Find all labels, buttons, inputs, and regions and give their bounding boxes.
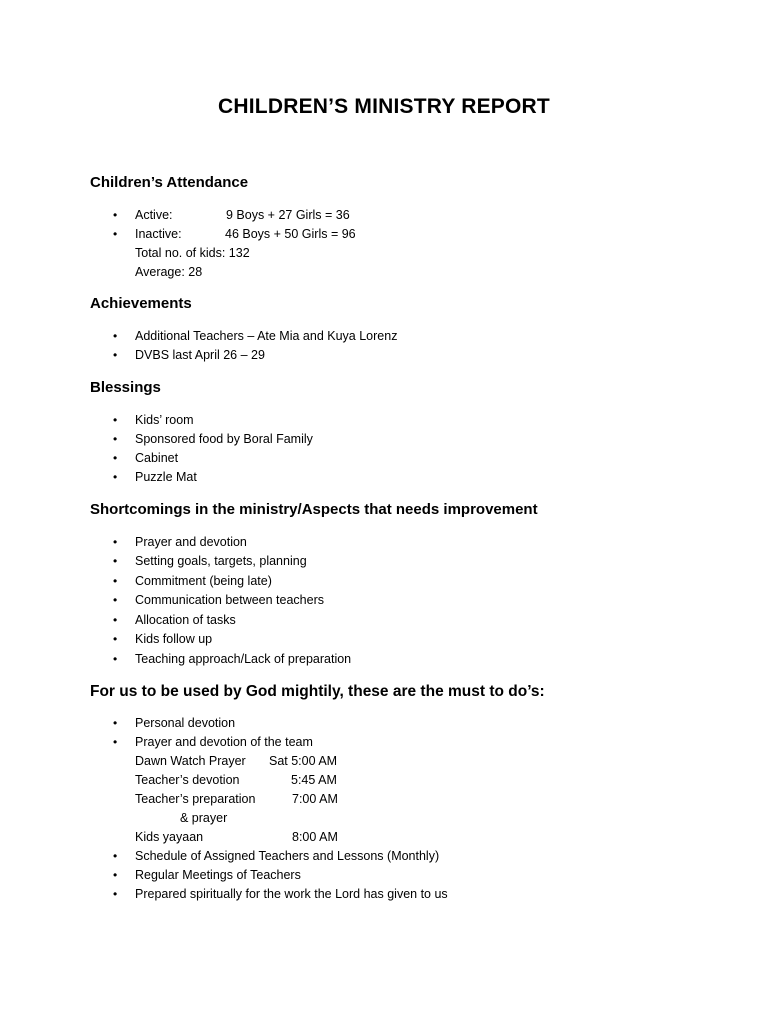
bullet-icon: • (113, 652, 118, 666)
schedule-row (135, 829, 338, 845)
list-item: Additional Teachers – Ate Mia and Kuya Lorenz (135, 329, 398, 343)
bullet-icon: • (113, 535, 118, 549)
bullet-icon: • (113, 432, 118, 446)
schedule-row (135, 772, 337, 788)
bullet-icon: • (113, 470, 118, 484)
schedule-label: Teacher’s devotion (135, 773, 240, 787)
schedule-time: Sat 5:00 AM (269, 754, 338, 768)
bullet-icon: • (113, 208, 118, 222)
schedule-label: Dawn Watch Prayer (135, 754, 246, 768)
list-item: Kids follow up (135, 632, 213, 646)
attendance-heading: Children’s Attendance (90, 174, 249, 191)
bullet-icon: • (113, 451, 118, 465)
list-item: Cabinet (135, 451, 179, 465)
bullet-icon: • (113, 593, 118, 607)
bullet-icon: • (113, 849, 118, 863)
bullet-icon: • (113, 574, 118, 588)
schedule-label: Teacher’s preparation (135, 792, 256, 806)
must-do-heading: For us to be used by God mightily, these are the must to do’s: (90, 683, 545, 700)
shortcomings-heading: Shortcomings in the ministry/Aspects that needs improvement (90, 501, 538, 518)
active-value: 9 Boys + 27 Girls = 36 (226, 208, 350, 222)
attendance-total: Total no. of kids: 132 (135, 246, 250, 260)
schedule-time: 5:45 AM (291, 773, 337, 787)
attendance-active (135, 207, 350, 223)
achievements-heading: Achievements (90, 295, 192, 312)
list-item: DVBS last April 26 – 29 (135, 348, 265, 362)
list-item: Regular Meetings of Teachers (135, 868, 301, 882)
schedule-label: Kids yayaan (135, 830, 204, 844)
list-item: Schedule of Assigned Teachers and Lessons (Monthly) (135, 849, 440, 863)
schedule-time: 8:00 AM (292, 830, 338, 844)
list-item: Puzzle Mat (135, 470, 197, 484)
bullet-icon: • (113, 868, 118, 882)
list-item: Sponsored food by Boral Family (135, 432, 313, 446)
page-title: CHILDREN’S MINISTRY REPORT (218, 95, 550, 118)
bullet-icon: • (113, 887, 118, 901)
inactive-label: Inactive: (135, 227, 182, 241)
schedule-row (180, 810, 227, 826)
list-item: Setting goals, targets, planning (135, 554, 307, 568)
list-item: Prayer and devotion of the team (135, 735, 313, 749)
active-label: Active: (135, 208, 173, 222)
bullet-icon: • (113, 348, 118, 362)
bullet-icon: • (113, 554, 118, 568)
list-item: Communication between teachers (135, 593, 324, 607)
list-item: Kids’ room (135, 413, 194, 427)
blessings-heading: Blessings (90, 379, 161, 396)
list-item: Teaching approach/Lack of preparation (135, 652, 352, 666)
bullet-icon: • (113, 735, 118, 749)
bullet-icon: • (113, 413, 118, 427)
list-item: Allocation of tasks (135, 613, 236, 627)
attendance-average: Average: 28 (135, 265, 203, 279)
schedule-time: 7:00 AM (292, 792, 338, 806)
bullet-icon: • (113, 329, 118, 343)
bullet-icon: • (113, 613, 118, 627)
attendance-inactive (135, 226, 356, 242)
schedule-row (135, 791, 338, 807)
list-item: Prayer and devotion (135, 535, 247, 549)
schedule-label: & prayer (180, 811, 228, 825)
bullet-icon: • (113, 227, 118, 241)
inactive-value: 46 Boys + 50 Girls = 96 (225, 227, 356, 241)
list-item: Prepared spiritually for the work the Lord has given to us (135, 887, 448, 901)
bullet-icon: • (113, 716, 118, 730)
bullet-icon: • (113, 632, 118, 646)
list-item: Commitment (being late) (135, 574, 272, 588)
schedule-row (135, 753, 338, 769)
list-item: Personal devotion (135, 716, 236, 730)
